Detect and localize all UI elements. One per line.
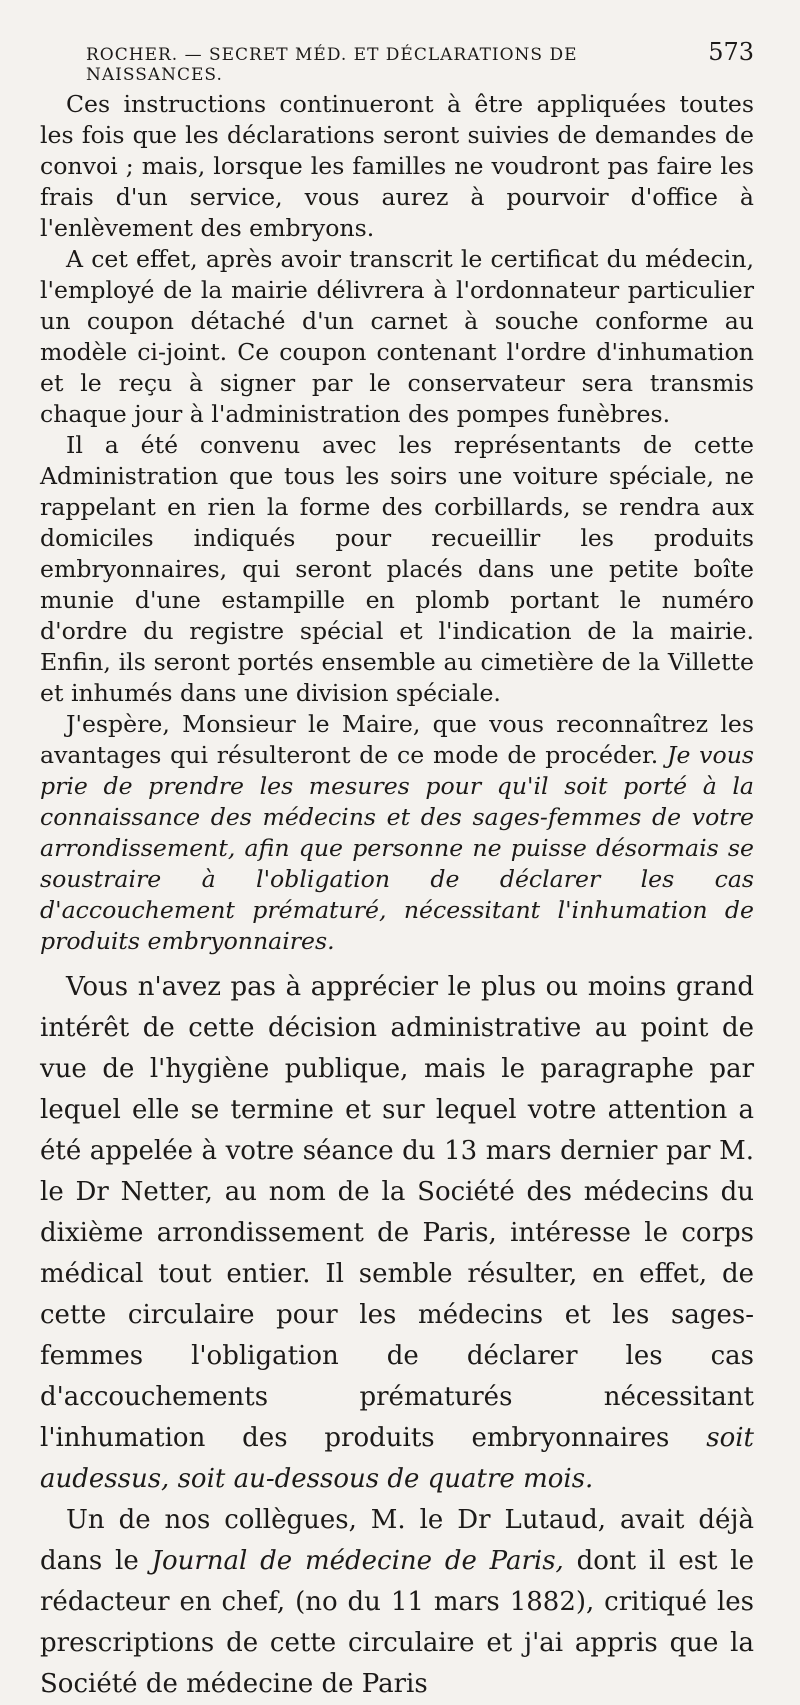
paragraph-esperance: [40, 709, 754, 957]
paragraph-text: Ces instructions continueront à être appliquées toutes les fois que les déclarations seront suivies de demandes de convoi ; mais, lorsque les familles ne voudront pas faire les frais d'un service, vous aurez à pourvoir d'office à l'enlèvement des embryons.: [40, 90, 754, 242]
paragraph-italic-text: Je vous prie de prendre les mesures pour qu'il soit porté à la connaissance des médecins et des sages-femmes de votre arrondissement, afin que personne ne puisse désormais se soustraire à l'obligation de déclarer les cas d'accouchement prématuré, nécessitant l'inhumation de produits embryonnaires.: [40, 741, 755, 955]
paragraph-instructions: [40, 89, 754, 244]
paragraph-text: Vous n'avez pas à apprécier le plus ou moins grand intérêt de cette décision administrative au point de vue de l'hygiène publique, mais le paragraphe par lequel elle se termine et sur lequel votre attention a été appelée à votre séance du 13 mars dernier par M. le Dr Netter, au nom de la Société des médecins du dixième arrondissement de Paris, intéresse le corps médical tout entier. Il semble résulter, en effet, de cette circulaire pour les médecins et les sages-femmes l'obligation de déclarer les cas d'accouchements prématurés nécessitant l'inhumation des produits embryonnaires: [40, 972, 754, 1453]
paragraph-coupon: [40, 244, 754, 430]
running-title: ROCHER. — SECRET MÉD. ET DÉCLARATIONS DE NAISSANCES.: [86, 45, 578, 85]
section-gap: [40, 957, 754, 967]
page-number: 573: [708, 38, 754, 66]
paragraph-text: Un de nos collègues, M. le Dr Lutaud, avait déjà dans le: [40, 1505, 754, 1576]
paragraph-appreciation: [40, 967, 754, 1500]
paragraph-voiture: [40, 430, 754, 709]
journal-title: Journal de médecine de Paris,: [151, 1546, 564, 1576]
paragraph-text: A cet effet, après avoir transcrit le certificat du médecin, l'employé de la mairie délivrera à l'ordonnateur particulier un coupon détaché d'un carnet à souche conforme au modèle ci-joint. Ce coupon contenant l'ordre d'inhumation et le reçu à signer par le conservateur sera transmis chaque jour à l'administration des pompes funèbres.: [40, 245, 754, 428]
paragraph-text: dont il est le rédacteur en chef, (no du 11 mars 1882), critiqué les prescriptions de cette circulaire et j'ai appris que la Société de médecine de Paris: [40, 1546, 754, 1699]
running-head: [86, 38, 754, 85]
paragraph-collegues: [40, 1500, 754, 1705]
paragraph-text: Il a été convenu avec les représentants de cette Administration que tous les soirs une voiture spéciale, ne rappelant en rien la forme des corbillards, se rendra aux domiciles indiqués pour recueillir les produits embryonnaires, qui seront placés dans une petite boîte munie d'une estampille en plomb portant le numéro d'ordre du registre spécial et l'indication de la mairie. Enfin, ils seront portés ensemble au cimetière de la Villette et inhumés dans une division spéciale.: [40, 431, 754, 707]
paragraph-text: J'espère, Monsieur le Maire, que vous reconnaîtrez les avantages qui résulteront de ce mode de procéder.: [40, 710, 754, 769]
paragraph-italic-text: soit audessus, soit au-dessous de quatre mois.: [40, 1423, 755, 1494]
